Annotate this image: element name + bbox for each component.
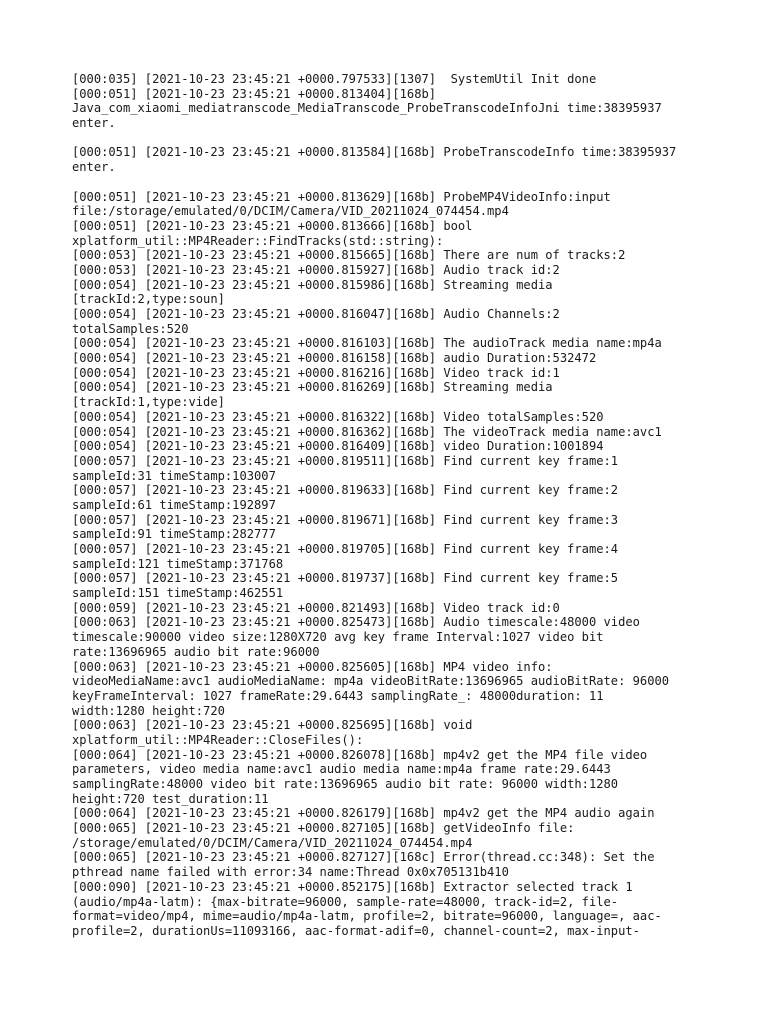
log-line: [000:065] [2021-10-23 23:45:21 +0000.827127][168c] Error(thread.cc:348): Set the — [72, 850, 655, 865]
log-line: [000:054] [2021-10-23 23:45:21 +0000.816362][168b] The videoTrack media name:avc1 — [72, 424, 662, 439]
log-line: pthread name failed with error:34 name:Thread 0x0x705131b410 — [72, 865, 509, 880]
log-line: format=video/mp4, mime=audio/mp4a-latm, profile=2, bitrate=96000, language=, aac- — [72, 909, 662, 924]
log-line: sampleId:91 timeStamp:282777 — [72, 527, 276, 542]
blank-line — [72, 131, 712, 146]
log-line: [000:059] [2021-10-23 23:45:21 +0000.821493][168b] Video track id:0 — [72, 600, 560, 615]
log-line: [000:054] [2021-10-23 23:45:21 +0000.816269][168b] Streaming media — [72, 380, 553, 395]
log-line: [000:065] [2021-10-23 23:45:21 +0000.827105][168b] getVideoInfo file: — [72, 821, 575, 836]
log-line: [trackId:1,type:vide] — [72, 395, 225, 410]
log-line: file:/storage/emulated/0/DCIM/Camera/VID_20211024_074454.mp4 — [72, 204, 509, 219]
log-line: height:720 test_duration:11 — [72, 791, 269, 806]
log-line: enter. — [72, 160, 116, 175]
log-line: [000:051] [2021-10-23 23:45:21 +0000.813584][168b] ProbeTranscodeInfo time:38395937 — [72, 145, 677, 160]
blank-line — [72, 175, 712, 190]
log-line: totalSamples:520 — [72, 321, 189, 336]
log-line: [000:063] [2021-10-23 23:45:21 +0000.825473][168b] Audio timescale:48000 video — [72, 615, 640, 630]
log-line: [000:051] [2021-10-23 23:45:21 +0000.813404][168b] — [72, 86, 437, 101]
log-line: xplatform_util::MP4Reader::CloseFiles(): — [72, 732, 364, 747]
log-line: [000:054] [2021-10-23 23:45:21 +0000.816216][168b] Video track id:1 — [72, 365, 560, 380]
log-line: [000:063] [2021-10-23 23:45:21 +0000.825605][168b] MP4 video info: — [72, 659, 553, 674]
log-line: sampleId:121 timeStamp:371768 — [72, 556, 284, 571]
log-line: [000:057] [2021-10-23 23:45:21 +0000.819511][168b] Find current key frame:1 — [72, 453, 619, 468]
log-line: [000:057] [2021-10-23 23:45:21 +0000.819633][168b] Find current key frame:2 — [72, 483, 619, 498]
log-line: xplatform_util::MP4Reader::FindTracks(std::string): — [72, 233, 444, 248]
log-line: sampleId:61 timeStamp:192897 — [72, 497, 276, 512]
log-line: [000:054] [2021-10-23 23:45:21 +0000.816409][168b] video Duration:1001894 — [72, 439, 604, 454]
log-line: samplingRate:48000 video bit rate:13696965 audio bit rate: 96000 width:1280 — [72, 777, 619, 791]
log-line: [000:064] [2021-10-23 23:45:21 +0000.826078][168b] mp4v2 get the MP4 file video — [72, 747, 648, 762]
log-line: [000:054] [2021-10-23 23:45:21 +0000.816322][168b] Video totalSamples:520 — [72, 409, 604, 424]
log-line: [000:053] [2021-10-23 23:45:21 +0000.815665][168b] There are num of tracks:2 — [72, 248, 626, 263]
log-line: [000:054] [2021-10-23 23:45:21 +0000.816103][168b] The audioTrack media name:mp4a — [72, 336, 662, 351]
log-line: [000:053] [2021-10-23 23:45:21 +0000.815927][168b] Audio track id:2 — [72, 262, 560, 277]
log-line: [000:035] [2021-10-23 23:45:21 +0000.797533][1307] SystemUtil Init done — [72, 72, 597, 86]
log-line: keyFrameInterval: 1027 frameRate:29.6443 samplingRate_: 48000duration: 11 — [72, 688, 604, 703]
log-line: [000:057] [2021-10-23 23:45:21 +0000.819671][168b] Find current key frame:3 — [72, 512, 619, 527]
log-line: [000:057] [2021-10-23 23:45:21 +0000.819737][168b] Find current key frame:5 — [72, 571, 619, 586]
log-document — [72, 72, 712, 939]
log-line: parameters, video media name:avc1 audio media name:mp4a frame rate:29.6443 — [72, 762, 611, 777]
log-line: Java_com_xiaomi_mediatranscode_MediaTranscode_ProbeTranscodeInfoJni time:38395937 — [72, 101, 662, 116]
log-line: timescale:90000 video size:1280X720 avg key frame Interval:1027 video bit — [72, 630, 604, 645]
log-line: (audio/mp4a-latm): {max-bitrate=96000, sample-rate=48000, track-id=2, file- — [72, 894, 619, 909]
log-line: [000:063] [2021-10-23 23:45:21 +0000.825695][168b] void — [72, 718, 473, 733]
log-line: [trackId:2,type:soun] — [72, 292, 225, 307]
log-line: [000:057] [2021-10-23 23:45:21 +0000.819705][168b] Find current key frame:4 — [72, 542, 619, 556]
log-line: enter. — [72, 116, 116, 131]
log-line: [000:054] [2021-10-23 23:45:21 +0000.816158][168b] audio Duration:532472 — [72, 351, 597, 366]
log-line: videoMediaName:avc1 audioMediaName: mp4a videoBitRate:13696965 audioBitRate: 96000 — [72, 674, 670, 689]
log-line: /storage/emulated/0/DCIM/Camera/VID_20211024_074454.mp4 — [72, 835, 473, 850]
log-line: [000:054] [2021-10-23 23:45:21 +0000.816047][168b] Audio Channels:2 — [72, 307, 560, 321]
log-line: [000:090] [2021-10-23 23:45:21 +0000.852175][168b] Extractor selected track 1 — [72, 879, 633, 894]
log-line: sampleId:31 timeStamp:103007 — [72, 468, 276, 483]
log-line: [000:051] [2021-10-23 23:45:21 +0000.813629][168b] ProbeMP4VideoInfo:input — [72, 189, 611, 204]
log-line: [000:051] [2021-10-23 23:45:21 +0000.813666][168b] bool — [72, 218, 473, 233]
log-line: profile=2, durationUs=11093166, aac-format-adif=0, channel-count=2, max-input- — [72, 923, 640, 938]
log-line: sampleId:151 timeStamp:462551 — [72, 586, 284, 601]
log-line: rate:13696965 audio bit rate:96000 — [72, 644, 320, 659]
log-line: [000:054] [2021-10-23 23:45:21 +0000.815986][168b] Streaming media — [72, 277, 553, 292]
log-line: width:1280 height:720 — [72, 703, 225, 718]
log-line: [000:064] [2021-10-23 23:45:21 +0000.826179][168b] mp4v2 get the MP4 audio again — [72, 806, 655, 821]
